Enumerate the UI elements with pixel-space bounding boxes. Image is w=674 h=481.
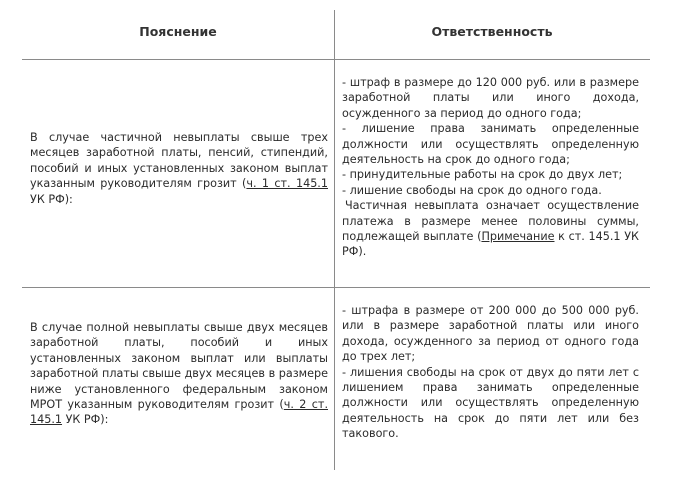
row1-penalty-4: - лишение свободы на срок до одного года.	[342, 183, 602, 197]
row1-explanation	[30, 130, 328, 207]
row-divider	[22, 287, 650, 288]
row1-penalty-1: - штраф в размере до 120 000 руб. или в размере заработной платы или иного дохода, осужденного за период до одного года;	[342, 76, 639, 120]
row2-explanation-tail: УК РФ):	[62, 413, 109, 427]
header-divider	[22, 59, 650, 60]
row2-penalty-2: - лишения свободы на срок от двух до пяти лет с лишением права занимать определенные должности или осуществлять определенную деятельность на срок до пяти лет или без такового.	[342, 365, 639, 441]
row2-penalty-1: - штрафа в размере от 200 000 до 500 000 руб. или в размере заработной платы или иного дохода, осужденного за период от одного года до трех лет;	[342, 304, 639, 364]
row2-explanation-text: В случае полной невыплаты свыше двух месяцев заработной платы, пособий и иных установленных законом выплат или выплаты заработной платы свыше двух месяцев в размере ниже установленного федеральным законом МРОТ указанным руководителям грозит (	[30, 321, 328, 412]
row1-responsibility	[342, 75, 639, 260]
row2-responsibility	[342, 303, 639, 442]
row1-note-tail: к ст. 145.1 УК РФ).	[342, 230, 639, 259]
row1-explanation-text: В случае частичной невыплаты свыше трех месяцев заработной платы, пенсий, стипендий, пособий и иных установленных законом выплат указанным руководителям грозит (	[30, 131, 328, 191]
row1-penalty-2: - лишение права занимать определенные должности или осуществлять определенную деятельность на срок до одного года;	[342, 122, 639, 167]
row1-note-text: Частичная невыплата означает осуществление платежа в размере менее половины суммы, подлежащей выплате (	[342, 199, 639, 244]
row1-law-link[interactable]: ч. 1 ст. 145.1	[246, 177, 328, 191]
row1-penalty-3: - принудительные работы на срок до двух лет;	[342, 168, 623, 182]
row1-note	[342, 198, 639, 260]
row2-law-link[interactable]: ч. 2 ст. 145.1	[30, 398, 329, 427]
row1-explanation-tail: УК РФ):	[30, 192, 73, 206]
column-divider	[334, 10, 335, 470]
header-explanation: Пояснение	[139, 24, 217, 39]
row1-note-link[interactable]: Примечание	[481, 230, 555, 244]
row2-explanation	[30, 320, 328, 428]
header-responsibility: Ответственность	[431, 24, 553, 39]
